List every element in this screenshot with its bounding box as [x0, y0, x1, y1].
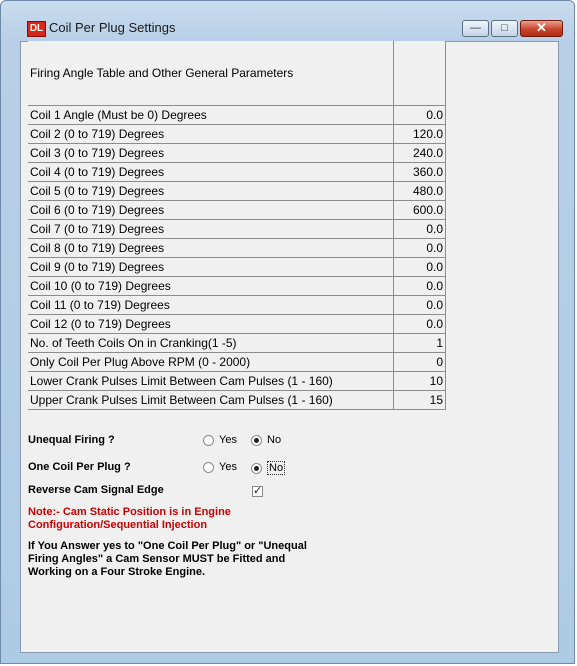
- row-value-cell[interactable]: 360.0: [394, 163, 446, 182]
- window-title: Coil Per Plug Settings: [49, 20, 176, 35]
- table-row: [28, 144, 446, 163]
- unequal-firing-yes-label: Yes: [219, 434, 237, 446]
- one-coil-per-plug-no-radio[interactable]: [251, 463, 262, 474]
- row-label: Only Coil Per Plug Above RPM (0 - 2000): [28, 353, 394, 372]
- reverse-cam-label: Reverse Cam Signal Edge: [28, 484, 164, 496]
- table-header: Firing Angle Table and Other General Parameters: [28, 41, 394, 106]
- row-value-cell[interactable]: 0.0: [394, 315, 446, 334]
- row-label: Coil 7 (0 to 719) Degrees: [28, 220, 394, 239]
- table-row: [28, 353, 446, 372]
- unequal-firing-no-option[interactable]: [251, 434, 281, 446]
- minimize-button[interactable]: —: [462, 20, 489, 37]
- table-row: [28, 201, 446, 220]
- table-row: [28, 182, 446, 201]
- row-value-cell[interactable]: 0.0: [394, 239, 446, 258]
- row-label: Coil 3 (0 to 719) Degrees: [28, 144, 394, 163]
- unequal-firing-label: Unequal Firing ?: [28, 434, 115, 446]
- one-coil-per-plug-yes-option[interactable]: [203, 461, 237, 473]
- row-label: Coil 2 (0 to 719) Degrees: [28, 125, 394, 144]
- reverse-cam-checkbox[interactable]: [252, 486, 263, 497]
- row-label: No. of Teeth Coils On in Cranking(1 -5): [28, 334, 394, 353]
- row-label: Upper Crank Pulses Limit Between Cam Pulses (1 - 160): [28, 391, 394, 410]
- row-value-cell[interactable]: 480.0: [394, 182, 446, 201]
- row-value-cell[interactable]: 120.0: [394, 125, 446, 144]
- check-icon: ✓: [253, 485, 263, 497]
- table-row: [28, 239, 446, 258]
- table-row: [28, 391, 446, 410]
- row-label: Coil 6 (0 to 719) Degrees: [28, 201, 394, 220]
- row-label: Coil 8 (0 to 719) Degrees: [28, 239, 394, 258]
- cam-position-note: Note:- Cam Static Position is in Engine Configuration/Sequential Injection: [28, 506, 231, 531]
- row-label: Coil 11 (0 to 719) Degrees: [28, 296, 394, 315]
- row-label: Lower Crank Pulses Limit Between Cam Pulses (1 - 160): [28, 372, 394, 391]
- table-row: [28, 296, 446, 315]
- one-coil-per-plug-yes-label: Yes: [219, 461, 237, 473]
- one-coil-per-plug-no-option[interactable]: [251, 461, 285, 475]
- settings-panel: [20, 41, 559, 653]
- row-label: Coil 9 (0 to 719) Degrees: [28, 258, 394, 277]
- unequal-firing-no-radio[interactable]: [251, 435, 262, 446]
- table-row: [28, 258, 446, 277]
- row-label: Coil 4 (0 to 719) Degrees: [28, 163, 394, 182]
- row-value-cell[interactable]: 0.0: [394, 296, 446, 315]
- table-row: [28, 334, 446, 353]
- firing-angle-table: [28, 41, 446, 410]
- table-row: [28, 315, 446, 334]
- row-value-cell[interactable]: 0.0: [394, 277, 446, 296]
- one-coil-per-plug-yes-radio[interactable]: [203, 462, 214, 473]
- table-header-row: [28, 41, 446, 106]
- row-label: Coil 10 (0 to 719) Degrees: [28, 277, 394, 296]
- table-row: [28, 372, 446, 391]
- table-header-value: [394, 41, 446, 106]
- app-logo-icon: DL: [27, 21, 46, 37]
- unequal-firing-no-label: No: [267, 434, 282, 446]
- row-value-cell[interactable]: 1: [394, 334, 446, 353]
- row-value-cell[interactable]: 0.0: [394, 106, 446, 125]
- unequal-firing-yes-radio[interactable]: [203, 435, 214, 446]
- row-label: Coil 12 (0 to 719) Degrees: [28, 315, 394, 334]
- title-bar[interactable]: [1, 1, 574, 37]
- row-value-cell[interactable]: 0.0: [394, 258, 446, 277]
- row-value-cell[interactable]: 240.0: [394, 144, 446, 163]
- table-row: [28, 163, 446, 182]
- row-value-cell[interactable]: 15: [394, 391, 446, 410]
- table-row: [28, 277, 446, 296]
- table-row: [28, 220, 446, 239]
- row-value-cell[interactable]: 0: [394, 353, 446, 372]
- row-label: Coil 1 Angle (Must be 0) Degrees: [28, 106, 394, 125]
- row-label: Coil 5 (0 to 719) Degrees: [28, 182, 394, 201]
- row-value-cell[interactable]: 10: [394, 372, 446, 391]
- cam-sensor-info: If You Answer yes to "One Coil Per Plug" or "Unequal Firing Angles" a Cam Sensor MUST be Fitted and Working on a Four Stroke Engine.: [28, 540, 307, 578]
- close-button[interactable]: ✕: [520, 20, 563, 37]
- table-row: [28, 125, 446, 144]
- table-row: [28, 106, 446, 125]
- unequal-firing-yes-option[interactable]: [203, 434, 237, 446]
- maximize-button[interactable]: □: [491, 20, 518, 37]
- one-coil-per-plug-no-label: No: [269, 462, 284, 474]
- row-value-cell[interactable]: 0.0: [394, 220, 446, 239]
- one-coil-per-plug-label: One Coil Per Plug ?: [28, 461, 131, 473]
- row-value-cell[interactable]: 600.0: [394, 201, 446, 220]
